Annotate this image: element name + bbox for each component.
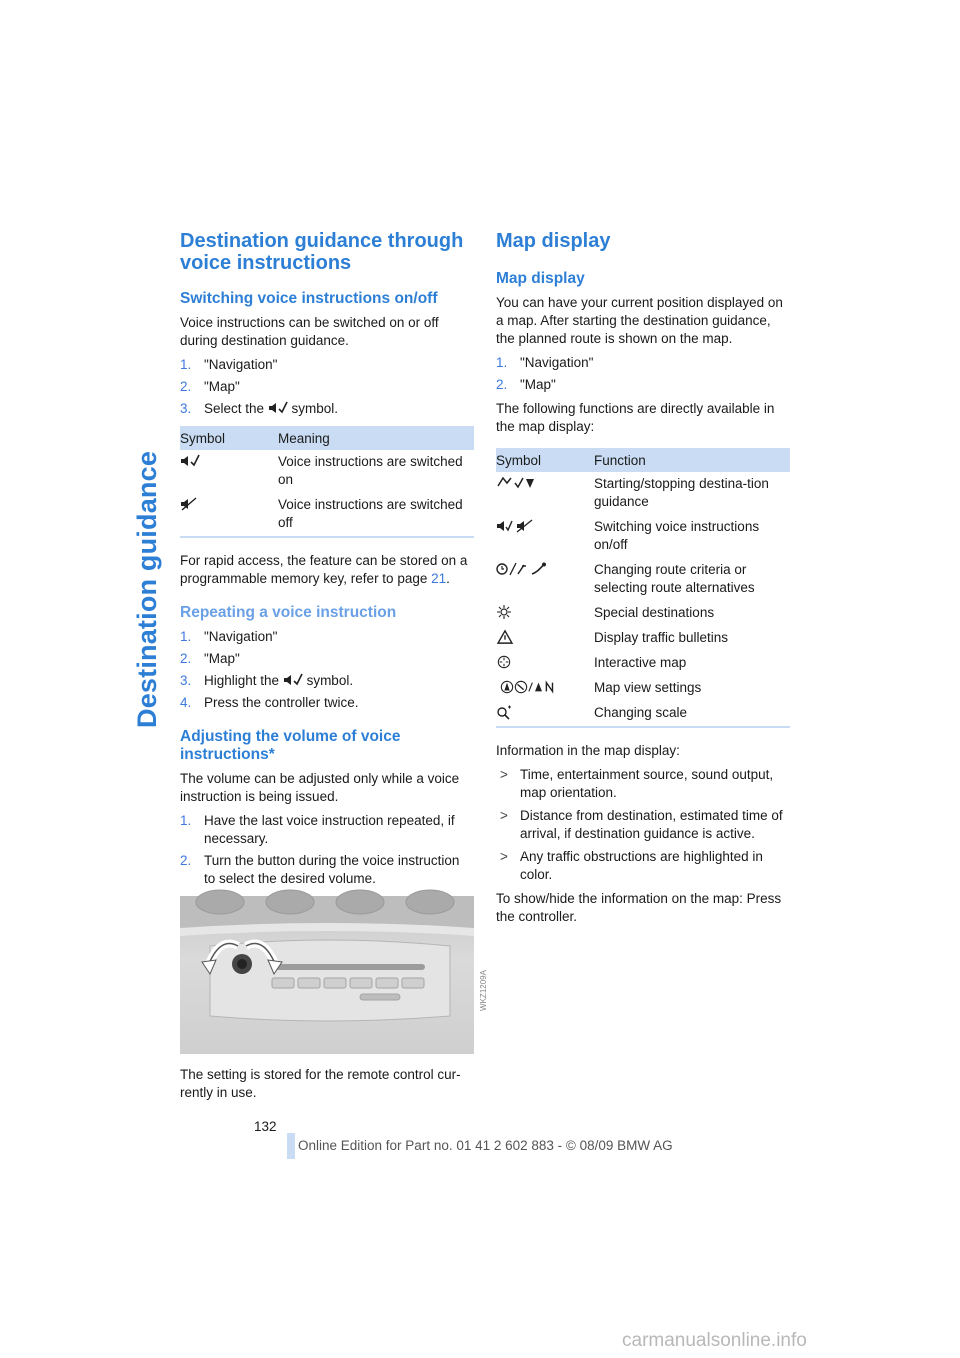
table-row: Voice instructions are switched on: [180, 450, 474, 493]
table-header: Symbol: [180, 426, 278, 450]
side-tab: [128, 228, 168, 1128]
switching-intro: Voice instructions can be switched on or off during destination guidance.: [180, 315, 439, 348]
table-header: Symbol: [496, 448, 594, 472]
map-intro: You can have your current position displayed on a map. After starting the destination guidance, the planned route is shown on the map.: [496, 295, 783, 346]
map-lead: The following functions are directly available in the map display:: [496, 401, 775, 434]
left-column: [180, 230, 489, 1108]
table-row: Starting/stopping destina-tion guidance: [496, 472, 790, 515]
voice-off-icon: [180, 497, 200, 511]
voice-on-icon: [180, 454, 200, 468]
list-item: 1. "Navigation": [496, 355, 594, 370]
traffic-bulletin-icon: [496, 630, 514, 644]
switching-steps: [180, 356, 474, 418]
map-outro: To show/hide the information on the map: Press the controller.: [496, 891, 782, 924]
heading-repeating: Repeating a voice instruction: [180, 604, 397, 621]
map-function-table: [496, 448, 790, 728]
table-row: Interactive map: [496, 651, 790, 676]
list-item: > Distance from destination, estimated time of arrival, if destination guidance is active.: [500, 808, 783, 841]
remote-control-note: The setting is stored for the remote control cur-rently in use.: [180, 1067, 461, 1100]
table-header: Function: [594, 448, 790, 472]
heading-volume: Adjusting the volume of voice instructions*: [180, 728, 401, 763]
list-item: 4. Press the controller twice.: [180, 695, 359, 710]
list-item: 3. Select the symbol.: [180, 401, 339, 416]
table-row: Changing scale: [496, 701, 790, 727]
rapid-access-note: For rapid access, the feature can be stored on a programmable memory key, refer to page 21.: [180, 553, 468, 586]
voice-symbol-table: [180, 426, 474, 538]
info-lead: Information in the map display:: [496, 743, 680, 758]
list-item: 1. "Navigation": [180, 629, 278, 644]
table-row: Special destinations: [496, 601, 790, 626]
list-item: 1. "Navigation": [180, 357, 278, 372]
section-title-map: Map display: [496, 230, 611, 252]
list-item: > Time, entertainment source, sound output, map orientation.: [500, 767, 774, 800]
destination-guidance-icon: [496, 476, 536, 490]
list-item: 2. "Map": [180, 651, 240, 666]
table-row: Display traffic bulletins: [496, 626, 790, 651]
map-view-settings-icon: [496, 680, 560, 694]
photo-code: WKZ1209A: [479, 970, 489, 1011]
table-row: Changing route criteria or selecting route alternatives: [496, 558, 790, 601]
list-item: 1. Have the last voice instruction repeated, if necessary.: [180, 813, 455, 846]
volume-steps: [180, 812, 474, 888]
section-title-voice: Destination guidance through voice instructions: [180, 230, 464, 274]
interactive-map-icon: [496, 655, 512, 669]
side-tab-label: Destination guidance: [132, 450, 162, 728]
list-item: 2. "Map": [496, 377, 556, 392]
footer-bar: [287, 1133, 295, 1159]
table-row: Switching voice instructions on/off: [496, 515, 790, 558]
voice-toggle-icon: [496, 519, 536, 533]
volume-intro: The volume can be adjusted only while a voice instruction is being issued.: [180, 771, 460, 804]
table-header: Meaning: [278, 426, 474, 450]
map-steps: [496, 354, 790, 394]
footer-text: Online Edition for Part no. 01 41 2 602 883 - © 08/09 BMW AG: [298, 1138, 673, 1153]
list-item: 2. "Map": [180, 379, 240, 394]
list-item: > Any traffic obstructions are highlighted in color.: [500, 849, 763, 882]
list-item: 3. Highlight the symbol.: [180, 673, 354, 688]
heading-switching-voice: Switching voice instructions on/off: [180, 290, 438, 307]
scale-icon: [496, 705, 512, 719]
right-column: [496, 230, 790, 932]
page-number: 132: [254, 1119, 277, 1134]
info-list: [496, 766, 790, 884]
list-item: 2. Turn the button during the voice instruction to select the desired volume.: [180, 853, 460, 886]
heading-map-display: Map display: [496, 270, 585, 287]
control-panel-illustration: [180, 896, 474, 1054]
control-panel-photo: [180, 896, 489, 1054]
special-destinations-icon: [496, 605, 512, 619]
voice-on-icon: [268, 401, 288, 415]
repeating-steps: [180, 628, 474, 712]
route-criteria-icon: [496, 562, 548, 576]
watermark: carmanualsonline.info: [622, 1330, 807, 1351]
table-row: Voice instructions are switched off: [180, 493, 474, 537]
table-row: Map view settings: [496, 676, 790, 701]
page-link[interactable]: 21: [431, 571, 447, 586]
voice-on-icon: [283, 673, 303, 687]
